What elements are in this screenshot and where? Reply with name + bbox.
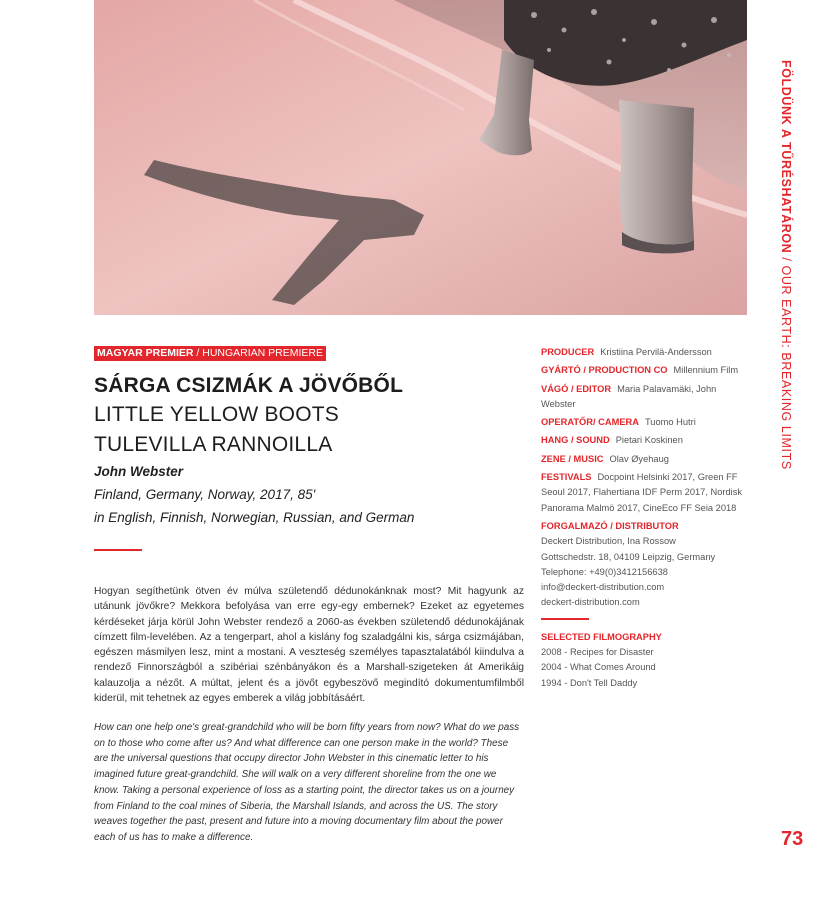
credits-divider — [541, 618, 589, 620]
section-title-vertical — [779, 60, 793, 470]
film-still-photo — [94, 0, 747, 315]
credit-label: VÁGÓ / EDITOR — [541, 383, 612, 394]
film-title-original: TULEVILLA RANNOILLA — [94, 433, 333, 456]
synopsis-english: How can one help one's great-grandchild who will be born fifty years from now? What do we pass on to those who come after us? And what difference can one person make in the world? These are the universal questions that occupy director John Webster in this cinematic letter to his imagined future great-grandchild. She will walk on a very different shoreline from the one we know. Taking a personal experience of loss as a starting point, the director takes us on a journey from Finland to the coal mines of Siberia, the Marshall Islands, and across the US. The story weaves together the past, present and future into a moving documentary film about the power each of us has to make a difference. — [94, 722, 520, 843]
filmography-block — [541, 630, 746, 691]
distributor-line: Gottschedstr. 18, 04109 Leipzig, Germany — [541, 551, 716, 562]
premiere-tag-hu: MAGYAR PREMIER — [97, 347, 194, 359]
film-director: John Webster — [94, 464, 184, 479]
filmography-item: 2008 - Recipes for Disaster — [541, 647, 654, 658]
distributor-email-link[interactable]: info@deckert-distribution.com — [541, 582, 665, 593]
section-title-hu: FÖLDÜNK A TŰRÉSHATÁRON — [779, 60, 793, 254]
filmography-item: 2004 - What Comes Around — [541, 662, 656, 673]
credit-label: GYÁRTÓ / PRODUCTION CO — [541, 365, 668, 376]
credit-label: ZENE / MUSIC — [541, 453, 604, 464]
credit-producer — [541, 345, 746, 360]
distributor-line: Deckert Distribution, Ina Rossow — [541, 536, 676, 547]
premiere-tag-en: HUNGARIAN PREMIERE — [202, 347, 323, 359]
film-production-info: Finland, Germany, Norway, 2017, 85' — [94, 487, 316, 502]
page-number: 73 — [781, 828, 804, 850]
film-title-block — [94, 372, 524, 525]
filmography-item: 1994 - Don't Tell Daddy — [541, 677, 638, 688]
credit-value: Pietari Koskinen — [615, 435, 683, 446]
credit-editor — [541, 382, 746, 413]
section-title-separator: / — [779, 253, 793, 266]
credit-value: Docpoint Helsinki 2017, Green FF Seoul 2017, Flahertiana IDF Perm 2017, Nordisk Panorama Malmö 2017, CineEco FF Seia 2018 — [541, 472, 743, 513]
credit-value: Tuomo Hutri — [644, 417, 696, 428]
film-title-hungarian: SÁRGA CSIZMÁK A JÖVŐBŐL — [94, 374, 404, 397]
credits-column — [541, 345, 746, 691]
distributor-website-link[interactable]: deckert-distribution.com — [541, 597, 640, 608]
filmography-label: SELECTED FILMOGRAPHY — [541, 631, 662, 642]
credit-label: HANG / SOUND — [541, 435, 610, 446]
distributor-block — [541, 519, 746, 611]
section-title-en: OUR EARTH: BREAKING LIMITS — [779, 265, 793, 470]
film-languages: in English, Finnish, Norwegian, Russian, and German — [94, 510, 415, 525]
premiere-tag — [94, 346, 326, 361]
credit-label: PRODUCER — [541, 347, 595, 357]
distributor-label: FORGALMAZÓ / DISTRIBUTOR — [541, 520, 679, 531]
credit-camera — [541, 415, 746, 430]
credit-production-co — [541, 363, 746, 378]
premiere-tag-separator: / — [193, 347, 203, 359]
credit-value: Kristiina Pervilä-Andersson — [600, 347, 712, 357]
credit-festivals — [541, 470, 746, 516]
credit-label: OPERATŐR/ CAMERA — [541, 417, 639, 428]
distributor-line: Telephone: +49(0)3412156638 — [541, 566, 668, 577]
credit-label: FESTIVALS — [541, 472, 592, 483]
synopsis-hungarian: Hogyan segíthetünk ötven év múlva születendő dédunokánknak most? Mit hagyunk az utánunk jövőkre? Mekkora befolyása van erre egy-egy embernek? Ezeket az egyetemes kérdéseket járja körül John Webster rendező a 2060-as években születendő dédunokájának címzett film-levelében. Az a tengerpart, ahol a kislány fog szaladgálni kis, sárga csizmájában, egészen másmilyen lesz, mint a mostani. A veszteség személyes tapasztalatából kiindulva a rendező Finnországból a szibériai szénbányákon és a Marshall-szigeteken át Amerikáig kalauzolja a nézőt. A múltat, jelent és a jövőt egybeszövő megindító dokumentumfilmből kiderül, mit tehetnek az egyes emberek a világ jobbításáért. — [94, 586, 524, 705]
credit-value: Maria Palavamäki, John Webster — [541, 383, 717, 409]
credit-value: Olav Øyehaug — [609, 453, 669, 464]
title-divider — [94, 549, 142, 551]
film-title-english: LITTLE YELLOW BOOTS — [94, 403, 339, 426]
credit-sound — [541, 433, 746, 448]
credit-music — [541, 452, 746, 467]
credit-value: Millennium Film — [673, 365, 739, 376]
